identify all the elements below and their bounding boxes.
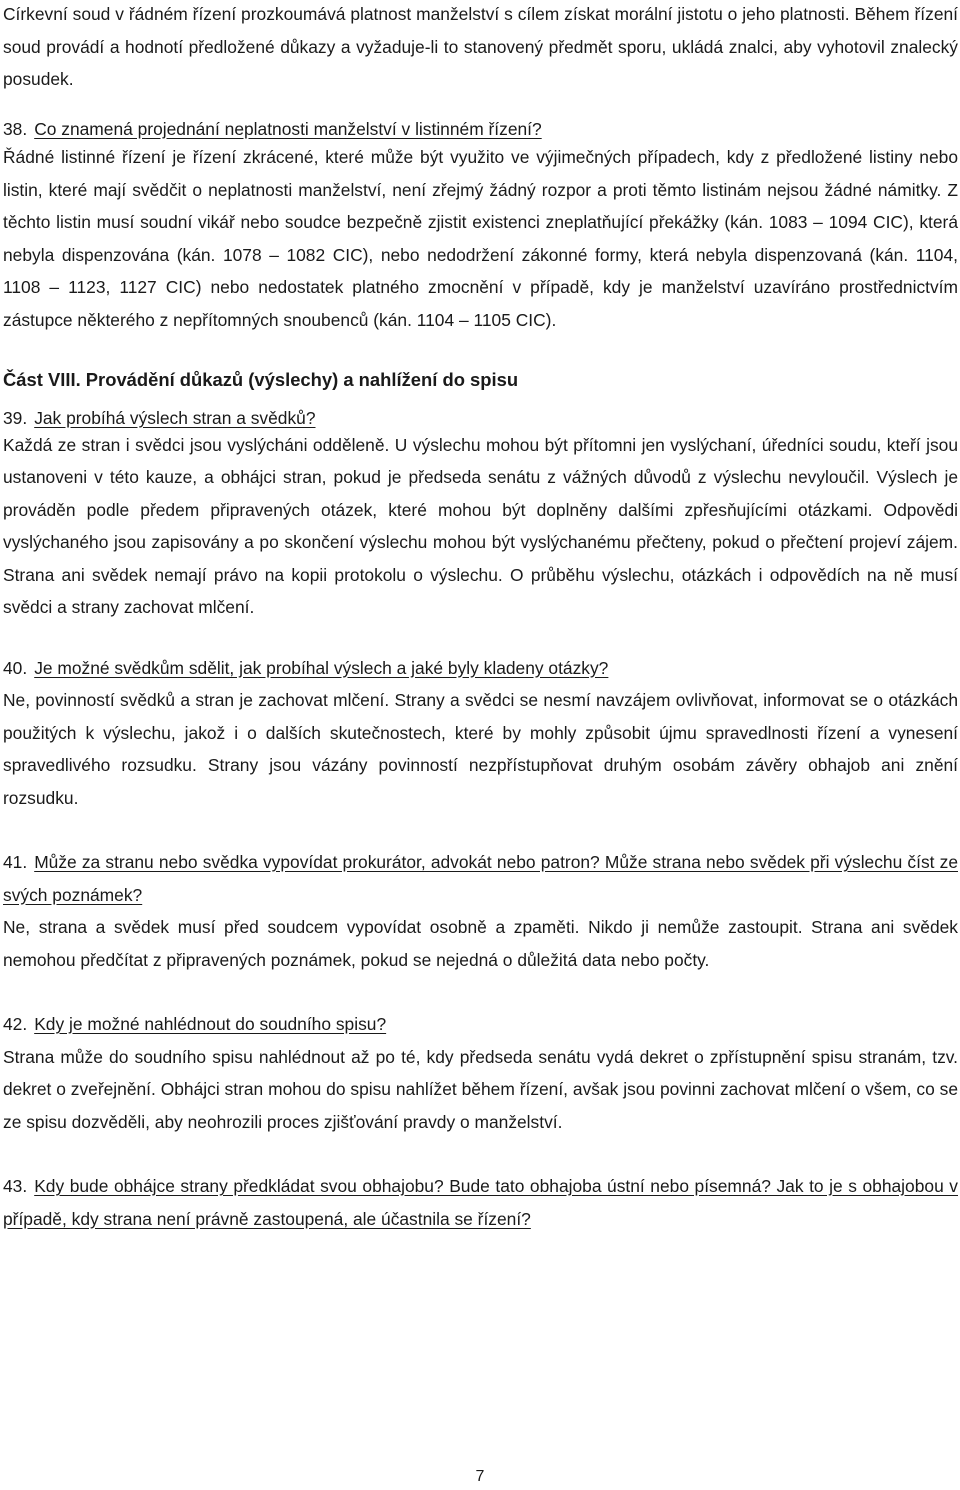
question-38-number: 38.: [3, 118, 28, 139]
answer-39: Každá ze stran i svědci jsou vyslýcháni odděleně. U výslechu mohou být přítomni jen vyslýchaní, úředníci soudu, kteří jsou ustanoveni v této kauze, a obhájci stran, pokud je předseda senátu z vážných důvodů z výslechu nevyloučil. Výslech je prováděn podle předem připravených otázek, které mohou být doplněny dalšími zpřesňujícími otázkami. Odpovědi vyslýchaného jsou zapisovány a po skončení výslechu mohou být vyslýchanému přečteny, pokud o přečtení projeví zájem. Strana ani svědek nemají právo na kopii protokolu o výslechu. O průběhu výslechu, otázkách i odpovědích na ně musí svědci a strany zachovat mlčení.: [3, 434, 958, 617]
question-41-text: Může za stranu nebo svědka vypovídat prokurátor, advokát nebo patron? Může strana nebo svědek při výslechu číst ze svých poznámek?: [3, 852, 958, 905]
question-42: [3, 1008, 958, 1041]
question-39-number: 39.: [3, 408, 28, 428]
question-42-text: Kdy je možné nahlédnout do soudního spisu?: [34, 1014, 387, 1034]
answer-40: Ne, povinností svědků a stran je zachovat mlčení. Strany a svědci se nesmí navzájem ovlivňovat, informovat se o otázkách použitých k výslechu, jakož i o dalších skutečnostech, které by mohly způsobit újmu spravedlnosti řízení a vynesení spravedlivého rozsudku. Strany jsou vázány povinností nezpřístupňovat druhým osobám závěry obhajob ani znění rozsudku.: [3, 690, 958, 808]
question-41-number: 41.: [3, 852, 28, 872]
question-38-text: Co znamená projednání neplatnosti manželství v listinném řízení?: [34, 118, 542, 139]
question-43-text: Kdy bude obhájce strany předkládat svou obhajobu? Bude tato obhajoba ústní nebo písemná? Jak to je s obhajobou v případě, kdy strana není právně zastoupená, ale účastnila se řízení?: [3, 1176, 958, 1229]
question-42-number: 42.: [3, 1014, 28, 1034]
question-40-text: Je možné svědkům sdělit, jak probíhal výslech a jaké byly kladeny otázky?: [34, 657, 609, 678]
question-39-text: Jak probíhá výslech stran a svědků?: [34, 408, 316, 428]
page-number: 7: [475, 1468, 485, 1485]
question-40: [3, 652, 958, 685]
intro-paragraph: Církevní soud v řádném řízení prozkoumává platnost manželství s cílem získat morální jistotu o jeho platnosti. Během řízení soud provádí a hodnotí předložené důkazy a vyžaduje-li to stanovený předmět sporu, ukládá znalci, aby vyhotovil znalecký posudek.: [3, 4, 958, 89]
answer-42: Strana může do soudního spisu nahlédnout až po té, kdy předseda senátu vydá dekret o zpřístupnění spisu stranám, tzv. dekret o zveřejnění. Obhájci stran mohou do spisu nahlížet během řízení, avšak jsou povinni zachovat mlčení o všem, co se ze spisu dozvěděli, aby neohrozili proces zjišťování pravdy o manželství.: [3, 1046, 958, 1132]
part-heading: Část VIII. Provádění důkazů (výslechy) a nahlížení do spisu: [3, 369, 519, 390]
answer-38: Řádné listinné řízení je řízení zkrácené, které může být využito ve výjimečných případech, kdy z předložené listiny nebo listin, které mají svědčit o neplatnosti manželství, není zřejmý žádný rozpor a proti těmto listinám nejsou žádné námitky. Z těchto listin musí soudní vikář nebo soudce bezpečně zjistit existenci zneplatňující překážky (kán. 1083 – 1094 CIC), která nebyla dispenzována (kán. 1078 – 1082 CIC), nebo nedodržení zákonné formy, která nebyla dispenzovaná (kán. 1104, 1108 – 1123, 1127 CIC) nebo nedostatek platného zmocnění v případě, kdy je manželství uzavíráno prostřednictvím zástupce některého z nepřítomných snoubenců (kán. 1104 – 1105 CIC).: [3, 147, 958, 330]
question-43-number: 43.: [3, 1176, 28, 1196]
question-43: [3, 1170, 958, 1235]
document-page: [3, 0, 958, 1235]
answer-41: Ne, strana a svědek musí před soudcem vypovídat osobně a zpaměti. Nikdo ji nemůže zastoupit. Strana ani svědek nemohou předčítat z připravených poznámek, pokud se nejedná o důležitá data nebo počty.: [3, 917, 958, 970]
question-41: [3, 846, 958, 911]
question-40-number: 40.: [3, 657, 28, 678]
